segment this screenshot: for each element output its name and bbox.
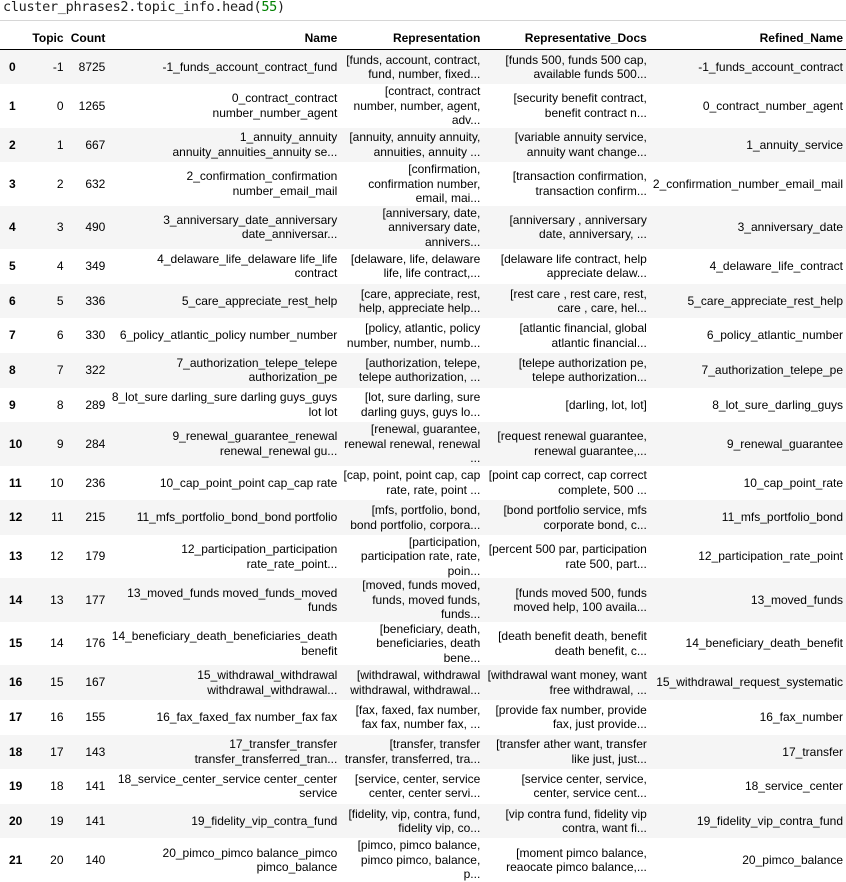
row-index: 14 <box>9 592 23 607</box>
table-row <box>0 578 846 622</box>
table-row <box>0 284 846 319</box>
cell-count: 336 <box>85 293 106 308</box>
cell-count: 140 <box>85 852 106 867</box>
row-index: 21 <box>9 852 23 867</box>
cell-representative-docs: [funds moved 500, funds moved help, 100 availa... <box>513 585 647 615</box>
cell-refined-name: 17_transfer <box>782 744 843 759</box>
cell-refined-name: 8_lot_sure_darling_guys <box>712 397 843 412</box>
row-index: 20 <box>9 813 23 828</box>
cell-name: 15_withdrawal_withdrawal withdrawal_withdrawal... <box>197 668 338 697</box>
header-representation: Representation <box>340 29 483 50</box>
cell-topic: 5 <box>56 293 64 308</box>
cell-representation: [beneficiary, death, beneficiaries, death bene... <box>376 621 481 665</box>
table-row <box>0 206 846 250</box>
table-row <box>0 318 846 353</box>
cell-representative-docs: [variable annuity service, annuity want change... <box>514 130 647 159</box>
cell-count: 349 <box>85 259 106 274</box>
cell-representation: [moved, funds moved, funds, moved funds, funds... <box>362 578 481 622</box>
cell-representative-docs: [transfer ather want, transfer like just, just... <box>496 737 647 766</box>
row-index: 12 <box>9 510 23 525</box>
row-index: 7 <box>9 328 16 343</box>
row-index: 13 <box>9 549 23 564</box>
cell-name: 14_beneficiary_death_beneficiaries_death benefit <box>111 629 338 658</box>
cell-topic: 15 <box>50 675 64 690</box>
cell-name: 19_fidelity_vip_contra_fund <box>191 813 338 828</box>
cell-representative-docs: [vip contra fund, fidelity vip contra, want fi... <box>505 806 647 836</box>
cell-refined-name: 0_contract_number_agent <box>702 98 843 113</box>
cell-name: 9_renewal_guarantee_renewal renewal_renewal gu... <box>172 429 338 458</box>
table-row <box>0 838 846 882</box>
cell-representation: [cap, point, point cap, cap rate, rate, point ... <box>343 468 481 497</box>
cell-count: 632 <box>85 176 106 191</box>
header-topic: Topic <box>29 29 66 50</box>
cell-refined-name: 15_withdrawal_request_systematic <box>656 675 843 690</box>
cell-name: 7_authorization_telepe_telepe authorization_pe <box>176 355 338 385</box>
cell-name: 5_care_appreciate_rest_help <box>181 293 338 308</box>
cell-refined-name: -1_funds_account_contract <box>698 59 843 74</box>
row-index: 3 <box>9 176 16 191</box>
table-row <box>0 388 846 423</box>
cell-count: 167 <box>85 675 106 690</box>
cell-name: 8_lot_sure darling_sure darling guys_guys lot lot <box>111 390 338 419</box>
code-prefix: cluster_phrases2.topic_info.head( <box>3 0 262 15</box>
table-row <box>0 128 846 163</box>
cell-topic: 12 <box>50 549 64 564</box>
table-row <box>0 422 846 466</box>
cell-count: 236 <box>85 475 106 490</box>
cell-representation: [care, appreciate, rest, help, appreciate help... <box>358 286 481 316</box>
cell-divider <box>0 20 846 21</box>
row-index: 17 <box>9 709 23 724</box>
dataframe-table <box>0 29 846 882</box>
cell-representative-docs: [anniversary , anniversary date, anniversary, ... <box>509 212 647 242</box>
cell-representative-docs: [request renewal guarantee, renewal guarantee,... <box>497 429 647 458</box>
cell-representative-docs: [darling, lot, lot] <box>565 397 647 412</box>
row-index: 10 <box>9 436 23 451</box>
row-index: 11 <box>9 475 22 490</box>
cell-count: 8725 <box>78 59 106 74</box>
cell-refined-name: 16_fax_number <box>759 709 843 724</box>
cell-representative-docs: [rest care , rest care, rest, care , care, hel... <box>510 286 647 316</box>
row-index: 0 <box>9 59 16 74</box>
cell-count: 215 <box>85 510 106 525</box>
cell-representative-docs: [service center, service, center, service cent... <box>521 771 647 801</box>
cell-refined-name: 4_delaware_life_contract <box>709 259 843 274</box>
cell-name: 12_participation_participation rate_rate_point... <box>181 542 338 571</box>
table-row <box>0 50 846 85</box>
row-index: 4 <box>9 220 16 235</box>
cell-representation: [mfs, portfolio, bond, bond portfolio, corpora... <box>350 503 481 532</box>
cell-representation: [annuity, annuity annuity, annuities, annuity ... <box>349 130 481 159</box>
cell-refined-name: 20_pimco_balance <box>742 852 843 867</box>
table-row <box>0 735 846 770</box>
cell-refined-name: 10_cap_point_rate <box>743 475 843 490</box>
code-argument: 55 <box>261 0 277 15</box>
table-row <box>0 804 846 839</box>
cell-topic: -1 <box>52 59 64 74</box>
cell-topic: 2 <box>56 176 64 191</box>
cell-topic: 3 <box>56 220 64 235</box>
cell-name: 16_fax_faxed_fax number_fax fax <box>156 709 338 724</box>
cell-representation: [policy, atlantic, policy number, number, numb... <box>346 321 481 350</box>
cell-name: 18_service_center_service center_center service <box>117 771 338 801</box>
cell-count: 1265 <box>78 98 106 113</box>
table-row <box>0 665 846 700</box>
row-index: 9 <box>9 397 16 412</box>
cell-representative-docs: [point cap correct, cap correct complete, 500 ... <box>488 468 647 497</box>
cell-representation: [withdrawal, withdrawal withdrawal, withdrawal... <box>350 668 481 697</box>
cell-refined-name: 7_authorization_telepe_pe <box>701 363 843 378</box>
cell-representation: [participation, participation rate, rate, poin... <box>360 534 481 578</box>
cell-representative-docs: [security benefit contract, benefit contract n... <box>513 91 647 120</box>
header-name: Name <box>108 29 340 50</box>
cell-refined-name: 1_annuity_service <box>746 137 843 152</box>
cell-refined-name: 13_moved_funds <box>750 592 843 607</box>
cell-topic: 1 <box>56 137 64 152</box>
cell-name: 17_transfer_transfer transfer_transferred_tran... <box>194 737 338 766</box>
cell-topic: 13 <box>50 592 64 607</box>
cell-topic: 18 <box>50 779 64 794</box>
code-cell-input[interactable] <box>3 0 285 15</box>
table-row <box>0 466 846 501</box>
header-representative-docs: Representative_Docs <box>483 29 650 50</box>
table-row <box>0 500 846 535</box>
row-index: 5 <box>9 259 16 274</box>
cell-name: 1_annuity_annuity annuity_annuities_annuity se... <box>172 130 338 159</box>
cell-refined-name: 12_participation_rate_point <box>698 549 843 564</box>
cell-count: 667 <box>85 137 106 152</box>
cell-refined-name: 9_renewal_guarantee <box>726 436 843 451</box>
cell-representative-docs: [withdrawal want money, want free withdrawal, ... <box>487 668 647 697</box>
cell-representative-docs: [moment pimco balance, reaocate pimco balance,... <box>506 845 647 875</box>
code-suffix: ) <box>276 0 285 15</box>
cell-refined-name: 19_fidelity_vip_contra_fund <box>696 813 843 828</box>
table-row <box>0 353 846 388</box>
cell-count: 176 <box>85 636 106 651</box>
cell-topic: 7 <box>56 363 64 378</box>
row-index: 18 <box>9 744 23 759</box>
cell-count: 141 <box>85 779 106 794</box>
cell-name: 6_policy_atlantic_policy number_number <box>119 328 338 343</box>
cell-representation: [fax, faxed, fax number, fax fax, number fax, ... <box>355 702 481 732</box>
header-index <box>0 29 29 50</box>
cell-representative-docs: [funds 500, funds 500 cap, available funds 500... <box>505 52 647 82</box>
cell-representation: [anniversary, date, anniversary date, annivers... <box>382 205 481 249</box>
table-row <box>0 769 846 804</box>
cell-count: 490 <box>85 220 106 235</box>
header-row <box>0 29 846 50</box>
cell-representation: [service, center, service center, center servi... <box>354 771 481 801</box>
row-index: 2 <box>9 137 16 152</box>
cell-representation: [renewal, guarantee, renewal renewal, renewal ... <box>344 422 481 466</box>
cell-representation: [contract, contract number, number, agent, adv... <box>353 84 481 128</box>
cell-representative-docs: [delaware life contract, help appreciate delaw... <box>500 251 647 281</box>
cell-name: 3_anniversary_date_anniversary date_anniversar... <box>163 212 338 242</box>
cell-name: 0_contract_contract number_number_agent <box>212 91 338 120</box>
cell-name: 2_confirmation_confirmation number_email_mail <box>186 169 338 198</box>
cell-representative-docs: [percent 500 par, participation rate 500, part... <box>488 542 647 571</box>
cell-representation: [transfer, transfer transfer, transferred, tra... <box>344 737 481 766</box>
header-count: Count <box>67 29 109 50</box>
cell-representation: [authorization, telepe, telepe authorization, ... <box>358 355 481 385</box>
cell-count: 141 <box>85 813 106 828</box>
cell-representative-docs: [provide fax number, provide fax, just provide... <box>495 702 647 732</box>
cell-representative-docs: [atlantic financial, global atlantic financial... <box>519 321 647 350</box>
cell-representation: [fidelity, vip, contra, fund, fidelity vip, co... <box>348 806 481 836</box>
table-row <box>0 535 846 579</box>
cell-topic: 14 <box>50 636 64 651</box>
table-row <box>0 700 846 735</box>
cell-topic: 16 <box>50 709 64 724</box>
cell-representative-docs: [transaction confirmation, transaction confirm... <box>512 169 647 198</box>
cell-name: 10_cap_point_point cap_cap rate <box>159 475 338 490</box>
cell-refined-name: 3_anniversary_date <box>737 220 843 235</box>
cell-count: 289 <box>85 397 106 412</box>
cell-topic: 6 <box>56 328 64 343</box>
cell-refined-name: 11_mfs_portfolio_bond <box>721 510 843 525</box>
cell-count: 179 <box>85 549 106 564</box>
row-index: 15 <box>9 636 23 651</box>
cell-name: 20_pimco_pimco balance_pimco pimco_balance <box>162 845 338 875</box>
cell-name: 11_mfs_portfolio_bond_bond portfolio <box>136 510 338 525</box>
cell-topic: 20 <box>50 852 64 867</box>
cell-topic: 4 <box>56 259 64 274</box>
cell-representation: [confirmation, confirmation number, email, mai... <box>368 162 481 206</box>
cell-refined-name: 5_care_appreciate_rest_help <box>687 293 843 308</box>
row-index: 16 <box>9 675 23 690</box>
cell-count: 322 <box>85 363 106 378</box>
table-row <box>0 84 846 128</box>
table-row <box>0 622 846 666</box>
cell-representation: [funds, account, contract, fund, number, fixed... <box>346 52 481 82</box>
cell-topic: 17 <box>50 744 64 759</box>
cell-representation: [pimco, pimco balance, pimco pimco, balance, p... <box>357 838 481 882</box>
cell-representation: [lot, sure darling, sure darling guys, guys lo... <box>360 390 481 419</box>
header-refined-name: Refined_Name <box>650 29 846 50</box>
cell-topic: 19 <box>50 813 64 828</box>
cell-refined-name: 2_confirmation_number_email_mail <box>652 176 843 191</box>
cell-topic: 9 <box>56 436 64 451</box>
cell-representative-docs: [bond portfolio service, mfs corporate bond, c... <box>503 503 647 532</box>
cell-representation: [delaware, life, delaware life, life contract,... <box>350 251 481 281</box>
row-index: 8 <box>9 363 16 378</box>
cell-count: 330 <box>85 328 106 343</box>
table-row <box>0 162 846 206</box>
cell-name: 13_moved_funds moved_funds_moved funds <box>127 585 338 615</box>
cell-count: 177 <box>85 592 106 607</box>
cell-count: 155 <box>85 709 106 724</box>
row-index: 19 <box>9 779 23 794</box>
cell-refined-name: 6_policy_atlantic_number <box>706 328 843 343</box>
row-index: 1 <box>9 98 16 113</box>
cell-count: 284 <box>85 436 106 451</box>
cell-topic: 11 <box>51 510 64 525</box>
cell-representative-docs: [telepe authorization pe, telepe authorization... <box>518 355 647 385</box>
cell-topic: 8 <box>56 397 64 412</box>
cell-refined-name: 14_beneficiary_death_benefit <box>685 636 843 651</box>
table-row <box>0 249 846 284</box>
row-index: 6 <box>9 293 16 308</box>
cell-topic: 0 <box>56 98 64 113</box>
cell-topic: 10 <box>50 475 64 490</box>
cell-representative-docs: [death benefit death, benefit death benefit, c... <box>498 629 647 658</box>
cell-refined-name: 18_service_center <box>744 779 843 794</box>
cell-name: 4_delaware_life_delaware life_life contract <box>157 251 338 281</box>
cell-count: 143 <box>85 744 106 759</box>
cell-name: -1_funds_account_contract_fund <box>162 59 338 74</box>
